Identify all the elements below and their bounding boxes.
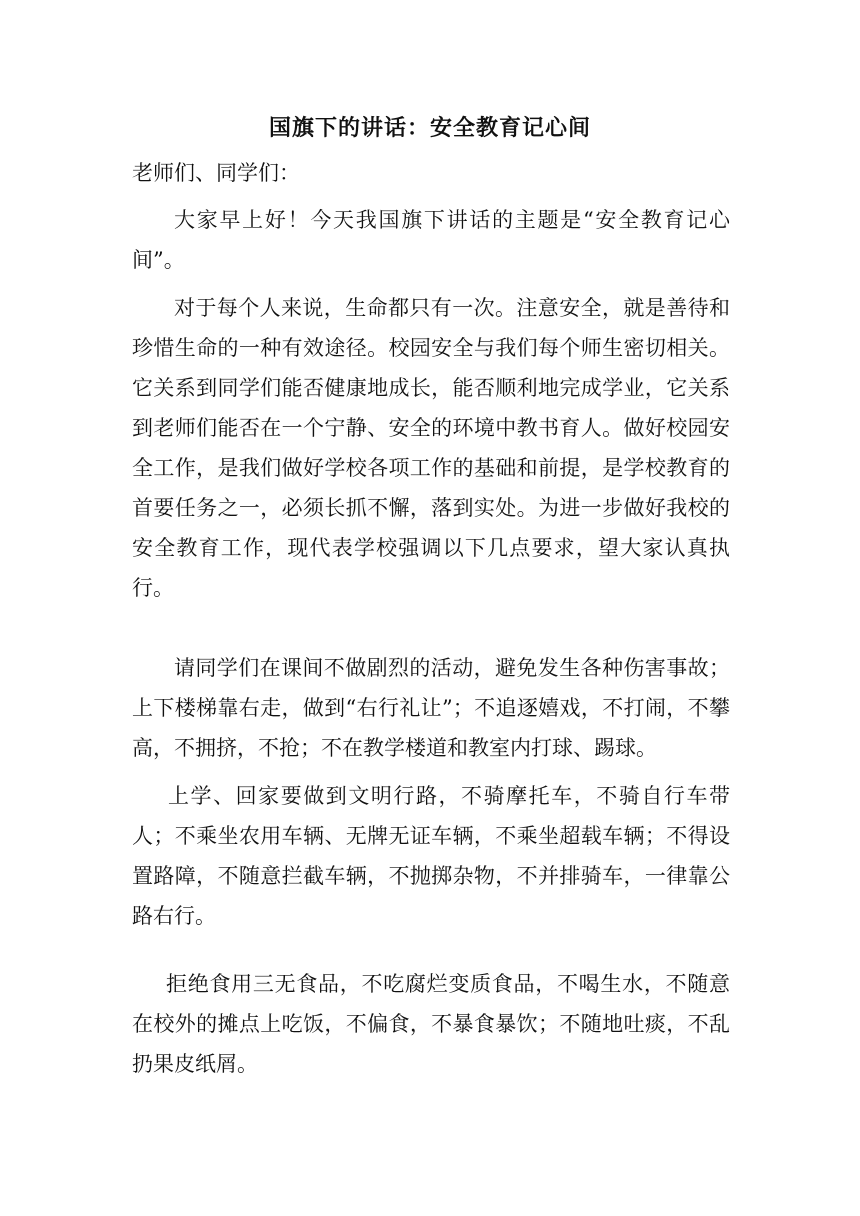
paragraph-importance: 对于每个人来说，生命都只有一次。注意安全，就是善待和珍惜生命的一种有效途径。校园安全与我们每个师生密切相关。它关系到同学们能否健康地成长，能否顺利地完成学业，它关系到老师们能否在一个宁静、安全的环境中教书育人。做好校园安全工作，是我们做好学校各项工作的基础和前提，是学校教育的首要任务之一，必须长抓不懈，落到实处。为进一步做好我校的安全教育工作，现代表学校强调以下几点要求，望大家认真执行。	[132, 296, 730, 600]
paragraph-greeting: 大家早上好！今天我国旗下讲话的主题是“安全教育记心间”。	[132, 208, 730, 272]
paragraph-classroom-safety: 请同学们在课间不做剧烈的活动，避免发生各种伤害事故；上下楼梯靠右走，做到“右行礼让”；不追逐嬉戏，不打闹，不攀高，不拥挤，不抢；不在教学楼道和教室内打球、踢球。	[132, 656, 730, 760]
paragraph-traffic-safety: 上学、回家要做到文明行路，不骑摩托车，不骑自行车带人；不乘坐农用车辆、无牌无证车辆，不乘坐超载车辆；不得设置路障，不随意拦截车辆，不抛掷杂物，不并排骑车，一律靠公路右行。	[132, 784, 730, 928]
salutation: 老师们、同学们：	[132, 161, 300, 185]
document-title: 国旗下的讲话：安全教育记心间	[268, 115, 591, 141]
paragraph-food-safety: 拒绝食用三无食品，不吃腐烂变质食品，不喝生水，不随意在校外的摊点上吃饭，不偏食，不暴食暴饮；不随地吐痰，不乱扔果皮纸屑。	[132, 972, 730, 1076]
